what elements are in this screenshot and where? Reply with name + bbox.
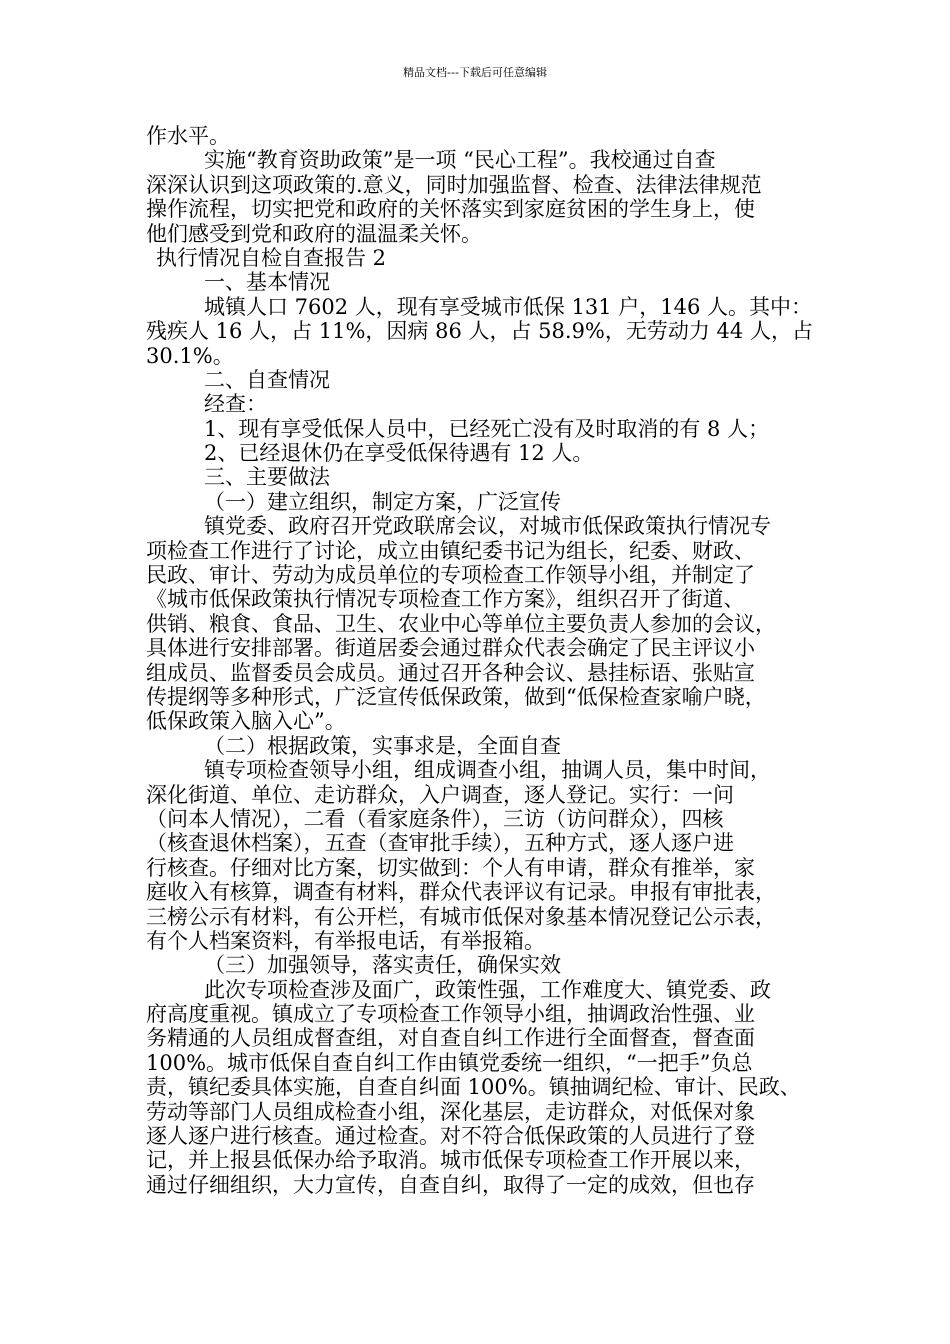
text-line: 深深认识到这项政策的.意义，同时加强监督、检查、法律法律规范 [146, 172, 762, 197]
text-line: 具体进行安排部署。街道居委会通过群众代表会确定了民主评议小 [146, 636, 755, 661]
text-line: 残疾人 16 人，占 11%，因病 86 人，占 58.9%，无劳动力 44 人，占 [146, 319, 813, 344]
text-line: 镇党委、政府召开党政联席会议，对城市低保政策执行情况专 [204, 514, 771, 539]
text-line: 记，并上报县低保办给予取消。城市低保专项检查工作开展以来， [146, 1148, 755, 1173]
text-line: （一）建立组织，制定方案，广泛宣传 [204, 489, 561, 514]
text-line: 实施“教育资助政策”是一项 “民心工程”。我校通过自查 [204, 148, 716, 173]
text-line: （二）根据政策，实事求是，全面自查 [204, 733, 561, 758]
text-line: 深化街道、单位、走访群众，入户调查，逐人登记。实行：一问 [146, 782, 734, 807]
text-line: 他们感受到党和政府的温温柔关怀。 [146, 221, 482, 246]
text-line: （问本人情况），二看（看家庭条件），三访（访问群众），四核 [146, 806, 724, 831]
text-line: 三榜公示有材料，有公开栏，有城市低保对象基本情况登记公示表， [146, 904, 776, 929]
text-line: 府高度重视。镇成立了专项检查工作领导小组，抽调政治性强、业 [146, 1002, 755, 1027]
text-line: （三）加强领导，落实责任，确保实效 [204, 953, 561, 978]
text-line: 作水平。 [146, 124, 230, 148]
text-line: 三、主要做法 [204, 465, 330, 490]
text-line: 执行情况自检自查报告 2 [156, 245, 387, 270]
document-body [146, 124, 814, 1197]
text-line: 逐人逐户进行核查。通过检查。对不符合低保政策的人员进行了登 [146, 1124, 755, 1149]
text-line: 劳动等部门人员组成检查小组，深化基层，走访群众，对低保对象 [146, 1099, 755, 1124]
page-header: 精品文档---下载后可任意编辑 [403, 66, 547, 79]
text-line: 此次专项检查涉及面广，政策性强，工作难度大、镇党委、政 [204, 977, 771, 1002]
text-line: 行核查。仔细对比方案，切实做到：个人有申请，群众有推举，家 [146, 855, 755, 880]
text-line: 有个人档案资料，有举报电话，有举报箱。 [146, 928, 545, 953]
text-line: 二、自查情况 [204, 367, 330, 392]
text-line: 传提纲等多种形式，广泛宣传低保政策，做到“低保检查家喻户晓， [146, 684, 766, 709]
text-line: 《城市低保政策执行情况专项检查工作方案》，组织召开了街道、 [146, 587, 745, 612]
text-line: 城镇人口 7602 人，现有享受城市低保 131 户，146 人。其中： [204, 294, 812, 319]
text-line: 1、现有享受低保人员中，已经死亡没有及时取消的有 8 人； [204, 416, 770, 441]
text-line: 一、基本情况 [204, 270, 330, 295]
text-line: 2、已经退休仍在享受低保待遇有 12 人。 [204, 441, 594, 466]
text-line: 项检查工作进行了讨论，成立由镇纪委书记为组长，纪委、财政、 [146, 538, 755, 563]
text-line: 低保政策入脑入心”。 [146, 709, 346, 734]
text-line: 操作流程，切实把党和政府的关怀落实到家庭贫困的学生身上，使 [146, 197, 755, 222]
text-line: 庭收入有核算，调查有材料，群众代表评议有记录。申报有审批表， [146, 880, 776, 905]
text-line: 通过仔细组织，大力宣传，自查自纠，取得了一定的成效，但也存 [146, 1172, 755, 1197]
text-line: 经查： [204, 392, 267, 417]
text-line: 务精通的人员组成督查组，对自查自纠工作进行全面督查，督查面 [146, 1026, 755, 1051]
text-line: 30.1%。 [146, 343, 234, 368]
text-line: 责，镇纪委具体实施，自查自纠面 100%。镇抽调纪检、审计、民政、 [146, 1075, 801, 1100]
text-line: 镇专项检查领导小组，组成调查小组，抽调人员，集中时间， [204, 758, 771, 783]
text-line: 组成员、监督委员会成员。通过召开各种会议、悬挂标语、张贴宣 [146, 660, 755, 685]
text-line: 100%。城市低保自查自纠工作由镇党委统一组织，“一把手”负总 [146, 1050, 753, 1075]
text-line: 民政、审计、劳动为成员单位的专项检查工作领导小组，并制定了 [146, 563, 755, 588]
text-line: 供销、粮食、食品、卫生、农业中心等单位主要负责人参加的会议， [146, 611, 776, 636]
text-line: （核查退休档案），五查（查审批手续），五种方式，逐人逐户进 [146, 831, 734, 856]
